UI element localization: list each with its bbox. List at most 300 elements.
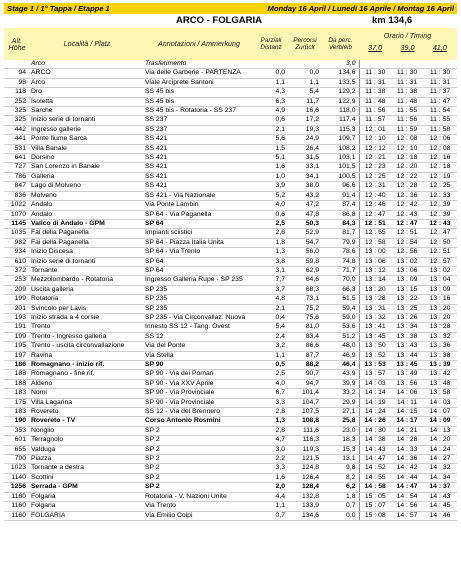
row-time-speed-2: 13 : 22 xyxy=(391,295,423,304)
table-row xyxy=(4,426,457,435)
row-place: Inizio serie di tornanti xyxy=(30,116,144,125)
row-remaining-distance: 3,0 xyxy=(322,60,359,69)
row-remaining-distance: 115,3 xyxy=(322,125,359,134)
row-partial-distance: 2,1 xyxy=(254,304,288,313)
row-altitude: 790 xyxy=(4,455,30,464)
row-time-speed-1: 11 : 56 xyxy=(359,107,391,116)
row-time-speed-3: 14 : 43 xyxy=(423,492,457,501)
row-partial-distance: 6,3 xyxy=(254,97,288,106)
row-partial-distance: 7,7 xyxy=(254,276,288,285)
row-partial-distance: 0,6 xyxy=(254,116,288,125)
table-row xyxy=(4,332,457,341)
row-time-speed-2: 12 : 51 xyxy=(391,229,423,238)
speed-1: 37,0 xyxy=(368,43,383,52)
speed-columns xyxy=(359,43,456,52)
table-row xyxy=(4,276,457,285)
row-covered-distance: 68,3 xyxy=(288,285,322,294)
row-remaining-distance: 23,0 xyxy=(322,426,359,435)
row-altitude: 1160 xyxy=(4,492,30,501)
row-time-speed-2: 14 : 44 xyxy=(391,473,423,482)
row-covered-distance: 90,7 xyxy=(288,370,322,379)
row-partial-distance: 0,7 xyxy=(254,511,288,520)
row-covered-distance: 54,7 xyxy=(288,238,322,247)
row-time-speed-2: 12 : 10 xyxy=(391,144,423,153)
row-time-speed-3: 13 : 42 xyxy=(423,370,457,379)
table-row xyxy=(4,154,457,163)
row-time-speed-2: 11 : 56 xyxy=(391,116,423,125)
row-covered-distance: 38,0 xyxy=(288,182,322,191)
row-covered-distance: 24,9 xyxy=(288,135,322,144)
row-place: Andalo xyxy=(30,201,144,210)
row-covered-distance xyxy=(288,60,322,69)
row-altitude: 199 xyxy=(4,332,30,341)
row-remaining-distance: 96,6 xyxy=(322,182,359,191)
row-covered-distance: 87,7 xyxy=(288,351,322,360)
row-time-speed-3: 11 : 58 xyxy=(423,125,457,134)
row-partial-distance: 4,7 xyxy=(254,436,288,445)
row-time-speed-2: 14 : 17 xyxy=(391,417,423,426)
row-remaining-distance: 78,6 xyxy=(322,248,359,257)
row-partial-distance: 1,6 xyxy=(254,163,288,172)
row-remaining-distance: 70,0 xyxy=(322,276,359,285)
table-row xyxy=(4,511,457,520)
table-row xyxy=(4,304,457,313)
row-place: Tornante a destra xyxy=(30,464,144,473)
table-row xyxy=(4,323,457,332)
row-remaining-distance: 133,5 xyxy=(322,78,359,87)
row-remaining-distance: 118,0 xyxy=(322,107,359,116)
row-altitude: 1256 xyxy=(4,483,30,492)
row-annotation: SP 64 - Piazza Italia Unita xyxy=(144,238,254,247)
table-row xyxy=(4,370,457,379)
row-partial-distance: 2,0 xyxy=(254,483,288,492)
row-time-speed-3: 13 : 39 xyxy=(423,361,457,370)
row-covered-distance: 50,3 xyxy=(288,219,322,228)
row-partial-distance: 1,8 xyxy=(254,238,288,247)
row-partial-distance: 2,6 xyxy=(254,229,288,238)
row-place: Isoletta xyxy=(30,97,144,106)
row-time-speed-1: 13 : 06 xyxy=(359,257,391,266)
row-annotation: SS 45 bis xyxy=(144,88,254,97)
row-annotation: Impianti sciistici xyxy=(144,229,254,238)
row-place: Valduga xyxy=(30,445,144,454)
row-altitude: 1022 xyxy=(4,201,30,210)
row-place: Terragnolo xyxy=(30,436,144,445)
row-annotation: SS 45 bis xyxy=(144,97,254,106)
row-partial-distance: 0,0 xyxy=(254,69,288,78)
row-time-speed-1: 13 : 20 xyxy=(359,285,391,294)
row-partial-distance: 5,1 xyxy=(254,154,288,163)
row-time-speed-1: 13 : 57 xyxy=(359,370,391,379)
row-time-speed-3: 14 : 09 xyxy=(423,417,457,426)
row-altitude: 441 xyxy=(4,135,30,144)
row-remaining-distance: 100,5 xyxy=(322,172,359,181)
row-place: Trento xyxy=(30,323,144,332)
row-place: Arco xyxy=(30,78,144,87)
row-covered-distance: 83,4 xyxy=(288,332,322,341)
table-row xyxy=(4,210,457,219)
table-row xyxy=(4,398,457,407)
row-time-speed-2: 12 : 47 xyxy=(391,219,423,228)
row-remaining-distance: 48,0 xyxy=(322,342,359,351)
row-time-speed-1: 13 : 32 xyxy=(359,313,391,322)
row-annotation: SP 235 - Via Circonvallaz. Nuova xyxy=(144,313,254,322)
row-time-speed-3: 12 : 57 xyxy=(423,257,457,266)
row-time-speed-3: 11 : 47 xyxy=(423,97,457,106)
row-place: Rotatoria xyxy=(30,295,144,304)
row-annotation: Via Ponte Lambin xyxy=(144,201,254,210)
row-annotation: Viale Arciprete Santoni xyxy=(144,78,254,87)
row-time-speed-3: 12 : 16 xyxy=(423,154,457,163)
row-time-speed-3: 14 : 13 xyxy=(423,426,457,435)
row-time-speed-2: 14 : 42 xyxy=(391,464,423,473)
row-time-speed-2: 14 : 06 xyxy=(391,389,423,398)
table-row xyxy=(4,417,457,426)
row-annotation: Via Trento xyxy=(144,502,254,511)
row-altitude: 847 xyxy=(4,182,30,191)
row-annotation: SS 237 xyxy=(144,116,254,125)
row-partial-distance: 4,0 xyxy=(254,379,288,388)
table-row xyxy=(4,408,457,417)
route-title: ARCO - FOLGARIA xyxy=(175,15,263,26)
row-annotation: SP 2 xyxy=(144,473,254,482)
row-remaining-distance: 59,0 xyxy=(322,313,359,322)
row-remaining-distance: 51,2 xyxy=(322,332,359,341)
row-remaining-distance: 108,2 xyxy=(322,144,359,153)
row-time-speed-2: 11 : 48 xyxy=(391,97,423,106)
table-row xyxy=(4,135,457,144)
row-altitude: 531 xyxy=(4,144,30,153)
row-annotation: SP 64 xyxy=(144,219,254,228)
row-time-speed-1 xyxy=(359,60,391,69)
row-place: Dro xyxy=(30,88,144,97)
row-time-speed-1: 14 : 30 xyxy=(359,426,391,435)
row-covered-distance: 43,2 xyxy=(288,191,322,200)
col-remaining: Da perc. Verbleib xyxy=(328,36,353,51)
row-partial-distance: 3,8 xyxy=(254,257,288,266)
row-altitude: 118 xyxy=(4,88,30,97)
row-time-speed-2: 14 : 54 xyxy=(391,492,423,501)
table-row xyxy=(4,285,457,294)
table-row xyxy=(4,483,457,492)
row-time-speed-1: 14 : 03 xyxy=(359,379,391,388)
row-altitude xyxy=(4,60,30,69)
row-time-speed-2: 13 : 56 xyxy=(391,379,423,388)
row-annotation: SP 64 - Via Trento xyxy=(144,248,254,257)
row-altitude: 252 xyxy=(4,97,30,106)
row-time-speed-3: 13 : 36 xyxy=(423,342,457,351)
row-partial-distance: 4,4 xyxy=(254,492,288,501)
row-time-speed-2: 14 : 33 xyxy=(391,445,423,454)
row-time-speed-3: 11 : 30 xyxy=(423,69,457,78)
table-row xyxy=(4,116,457,125)
row-partial-distance: 1,3 xyxy=(254,417,288,426)
row-altitude: 175 xyxy=(4,398,30,407)
row-place: Dorsino xyxy=(30,154,144,163)
row-partial-distance: 5,4 xyxy=(254,323,288,332)
row-time-speed-1: 14 : 38 xyxy=(359,436,391,445)
row-time-speed-2: 13 : 02 xyxy=(391,257,423,266)
table-row xyxy=(4,107,457,116)
row-annotation: SS 12 - Via del Brennero xyxy=(144,408,254,417)
row-time-speed-2: 13 : 43 xyxy=(391,342,423,351)
row-time-speed-1: 13 : 00 xyxy=(359,248,391,257)
row-covered-distance: 116,3 xyxy=(288,436,322,445)
table-row xyxy=(4,60,457,69)
row-place: Svincolo per Lavis xyxy=(30,304,144,313)
row-annotation: SP 2 xyxy=(144,464,254,473)
row-time-speed-3: 14 : 32 xyxy=(423,464,457,473)
row-time-speed-2: 14 : 15 xyxy=(391,408,423,417)
table-row xyxy=(4,182,457,191)
row-remaining-distance: 81,7 xyxy=(322,229,359,238)
row-altitude: 442 xyxy=(4,125,30,134)
row-annotation: Ingresso Galleria Rupe - SP 235 xyxy=(144,276,254,285)
table-row xyxy=(4,69,457,78)
row-covered-distance: 126,4 xyxy=(288,473,322,482)
row-annotation: SS 421 xyxy=(144,154,254,163)
row-place: Inizio strada a 4 corsie xyxy=(30,313,144,322)
row-remaining-distance: 66,3 xyxy=(322,285,359,294)
row-altitude: 1023 xyxy=(4,464,30,473)
row-covered-distance: 81,0 xyxy=(288,323,322,332)
row-place: Ingresso gallerie xyxy=(30,125,144,134)
row-time-speed-2: 12 : 56 xyxy=(391,248,423,257)
row-place: Villa Lagarina xyxy=(30,398,144,407)
row-time-speed-1: 12 : 40 xyxy=(359,191,391,200)
row-partial-distance: 3,3 xyxy=(254,464,288,473)
row-annotation: Via delle Garberie - PARTENZA xyxy=(144,69,254,78)
row-annotation: SP 64 - Via Paganella xyxy=(144,210,254,219)
row-covered-distance: 133,9 xyxy=(288,502,322,511)
row-remaining-distance: 25,8 xyxy=(322,417,359,426)
row-time-speed-3: 11 : 37 xyxy=(423,88,457,97)
row-time-speed-2: 11 : 55 xyxy=(391,107,423,116)
row-annotation: SS 421 xyxy=(144,172,254,181)
row-time-speed-1: 14 : 43 xyxy=(359,445,391,454)
row-altitude: 325 xyxy=(4,107,30,116)
row-time-speed-3 xyxy=(423,60,457,69)
row-remaining-distance: 46,9 xyxy=(322,351,359,360)
row-remaining-distance: 29,9 xyxy=(322,398,359,407)
row-time-speed-3: 13 : 16 xyxy=(423,295,457,304)
row-time-speed-3: 12 : 47 xyxy=(423,229,457,238)
column-header xyxy=(4,28,457,60)
row-time-speed-2: 11 : 30 xyxy=(391,69,423,78)
row-partial-distance: 4,0 xyxy=(254,201,288,210)
row-time-speed-1: 14 : 24 xyxy=(359,408,391,417)
row-altitude: 1070 xyxy=(4,210,30,219)
row-partial-distance: 4,3 xyxy=(254,88,288,97)
row-partial-distance: 4,9 xyxy=(254,107,288,116)
row-time-speed-2: 13 : 25 xyxy=(391,304,423,313)
row-annotation: SS 421 xyxy=(144,182,254,191)
row-time-speed-3: 14 : 46 xyxy=(423,511,457,520)
row-covered-distance: 134,6 xyxy=(288,511,322,520)
row-remaining-distance: 79,9 xyxy=(322,238,359,247)
table-row xyxy=(4,238,457,247)
row-remaining-distance: 0,7 xyxy=(322,502,359,511)
row-time-speed-3: 12 : 50 xyxy=(423,238,457,247)
row-covered-distance: 1,1 xyxy=(288,78,322,87)
row-partial-distance: 3,3 xyxy=(254,398,288,407)
row-remaining-distance: 101,5 xyxy=(322,163,359,172)
row-time-speed-1: 12 : 47 xyxy=(359,210,391,219)
row-remaining-distance: 1,8 xyxy=(322,492,359,501)
row-place: Mezzolombardo - Rotatoria xyxy=(30,276,144,285)
row-time-speed-1: 13 : 12 xyxy=(359,266,391,275)
row-time-speed-2 xyxy=(391,60,423,69)
row-place: Arco xyxy=(30,60,144,69)
row-annotation: SS 421 xyxy=(144,144,254,153)
row-place: Romagnano - inizio rif. xyxy=(30,361,144,370)
row-time-speed-3: 12 : 39 xyxy=(423,201,457,210)
row-time-speed-1: 12 : 58 xyxy=(359,238,391,247)
row-annotation: Trasferimento xyxy=(144,60,254,69)
route-title-bar xyxy=(4,15,457,26)
row-altitude: 934 xyxy=(4,248,30,257)
row-time-speed-2: 13 : 09 xyxy=(391,276,423,285)
row-covered-distance: 62,9 xyxy=(288,266,322,275)
row-place: Rovereto - TV xyxy=(30,417,144,426)
row-annotation: SP 90 - Via dei Pomari xyxy=(144,370,254,379)
row-partial-distance: 3,7 xyxy=(254,285,288,294)
row-partial-distance: 2,5 xyxy=(254,370,288,379)
table-row xyxy=(4,295,457,304)
row-covered-distance: 101,4 xyxy=(288,389,322,398)
row-time-speed-2: 11 : 59 xyxy=(391,125,423,134)
row-time-speed-2: 14 : 11 xyxy=(391,398,423,407)
row-time-speed-1: 12 : 23 xyxy=(359,163,391,172)
table-row xyxy=(4,172,457,181)
row-time-speed-2: 12 : 43 xyxy=(391,210,423,219)
row-altitude: 1035 xyxy=(4,229,30,238)
row-altitude: 727 xyxy=(4,163,30,172)
row-place: Trento - Ingresso galleria xyxy=(30,332,144,341)
table-row xyxy=(4,342,457,351)
row-place: Molveno xyxy=(30,191,144,200)
row-altitude: 193 xyxy=(4,313,30,322)
row-annotation: SP 90 - Via Provinciale xyxy=(144,398,254,407)
table-row xyxy=(4,492,457,501)
row-remaining-distance: 117,4 xyxy=(322,116,359,125)
col-annotation: Annotazioni / Ammerkung xyxy=(157,39,241,49)
row-covered-distance: 132,8 xyxy=(288,492,322,501)
row-time-speed-1: 13 : 14 xyxy=(359,276,391,285)
row-annotation: SS 45 bis - Rotatoria - SS 237 xyxy=(144,107,254,116)
row-partial-distance: 2,4 xyxy=(254,332,288,341)
row-remaining-distance: 33,2 xyxy=(322,389,359,398)
row-remaining-distance: 0,0 xyxy=(322,511,359,520)
row-time-speed-1: 12 : 01 xyxy=(359,125,391,134)
table-row xyxy=(4,97,457,106)
row-time-speed-3: 12 : 25 xyxy=(423,182,457,191)
row-altitude: 1145 xyxy=(4,219,30,228)
row-time-speed-2: 14 : 28 xyxy=(391,436,423,445)
row-time-speed-1: 14 : 14 xyxy=(359,389,391,398)
row-time-speed-3: 13 : 38 xyxy=(423,351,457,360)
speed-2: 39,0 xyxy=(400,43,415,52)
row-covered-distance: 88,2 xyxy=(288,361,322,370)
table-row xyxy=(4,88,457,97)
row-remaining-distance: 59,4 xyxy=(322,304,359,313)
row-time-speed-2: 11 : 38 xyxy=(391,88,423,97)
row-place: Folgaria xyxy=(30,502,144,511)
row-covered-distance: 124,8 xyxy=(288,464,322,473)
row-time-speed-3: 12 : 33 xyxy=(423,191,457,200)
row-place: ARCO xyxy=(30,69,144,78)
row-partial-distance: 2,5 xyxy=(254,219,288,228)
row-altitude: 191 xyxy=(4,323,30,332)
row-altitude: 190 xyxy=(4,417,30,426)
col-place: Località / Platz xyxy=(63,39,111,49)
row-place: Scottini xyxy=(30,473,144,482)
row-time-speed-3: 14 : 34 xyxy=(423,473,457,482)
row-altitude: 325 xyxy=(4,116,30,125)
row-time-speed-1: 14 : 58 xyxy=(359,483,391,492)
row-time-speed-3: 14 : 07 xyxy=(423,408,457,417)
row-time-speed-2: 12 : 42 xyxy=(391,201,423,210)
row-time-speed-2: 12 : 36 xyxy=(391,191,423,200)
row-time-speed-3: 14 : 37 xyxy=(423,483,457,492)
row-remaining-distance: 87,4 xyxy=(322,201,359,210)
table-row xyxy=(4,455,457,464)
row-partial-distance: 1,6 xyxy=(254,473,288,482)
row-time-speed-2: 14 : 56 xyxy=(391,502,423,511)
row-partial-distance xyxy=(254,60,288,69)
stage-banner xyxy=(4,3,457,14)
row-altitude: 372 xyxy=(4,266,30,275)
row-partial-distance: 2,8 xyxy=(254,408,288,417)
row-time-speed-1: 13 : 31 xyxy=(359,304,391,313)
row-time-speed-2: 13 : 06 xyxy=(391,266,423,275)
row-place: Piazza xyxy=(30,455,144,464)
row-time-speed-3: 14 : 03 xyxy=(423,398,457,407)
row-covered-distance: 56,0 xyxy=(288,248,322,257)
row-place: Trento - uscita circonvallazione xyxy=(30,342,144,351)
row-partial-distance: 1,1 xyxy=(254,351,288,360)
row-altitude: 641 xyxy=(4,154,30,163)
row-place: Sarche xyxy=(30,107,144,116)
row-remaining-distance: 27,1 xyxy=(322,408,359,417)
table-row xyxy=(4,257,457,266)
table-row xyxy=(4,229,457,238)
table-row xyxy=(4,201,457,210)
row-time-speed-3: 13 : 04 xyxy=(423,276,457,285)
row-remaining-distance: 6,2 xyxy=(322,483,359,492)
row-altitude: 183 xyxy=(4,408,30,417)
row-place: Galleria xyxy=(30,172,144,181)
row-annotation: SS 421 xyxy=(144,135,254,144)
row-place: Uscita galleria xyxy=(30,285,144,294)
row-covered-distance: 59,8 xyxy=(288,257,322,266)
row-time-speed-1: 11 : 57 xyxy=(359,116,391,125)
row-altitude: 199 xyxy=(4,295,30,304)
row-annotation: Via del Ponte xyxy=(144,342,254,351)
row-time-speed-2: 12 : 28 xyxy=(391,182,423,191)
row-annotation: SP 2 xyxy=(144,426,254,435)
row-time-speed-1: 13 : 53 xyxy=(359,361,391,370)
table-row xyxy=(4,361,457,370)
row-partial-distance: 1,1 xyxy=(254,78,288,87)
row-time-speed-3: 12 : 43 xyxy=(423,219,457,228)
row-time-speed-1: 13 : 50 xyxy=(359,342,391,351)
row-time-speed-2: 11 : 31 xyxy=(391,78,423,87)
speed-3: 41,0 xyxy=(432,43,447,52)
row-partial-distance: 1,0 xyxy=(254,172,288,181)
row-time-speed-1: 12 : 10 xyxy=(359,135,391,144)
table-row xyxy=(4,219,457,228)
